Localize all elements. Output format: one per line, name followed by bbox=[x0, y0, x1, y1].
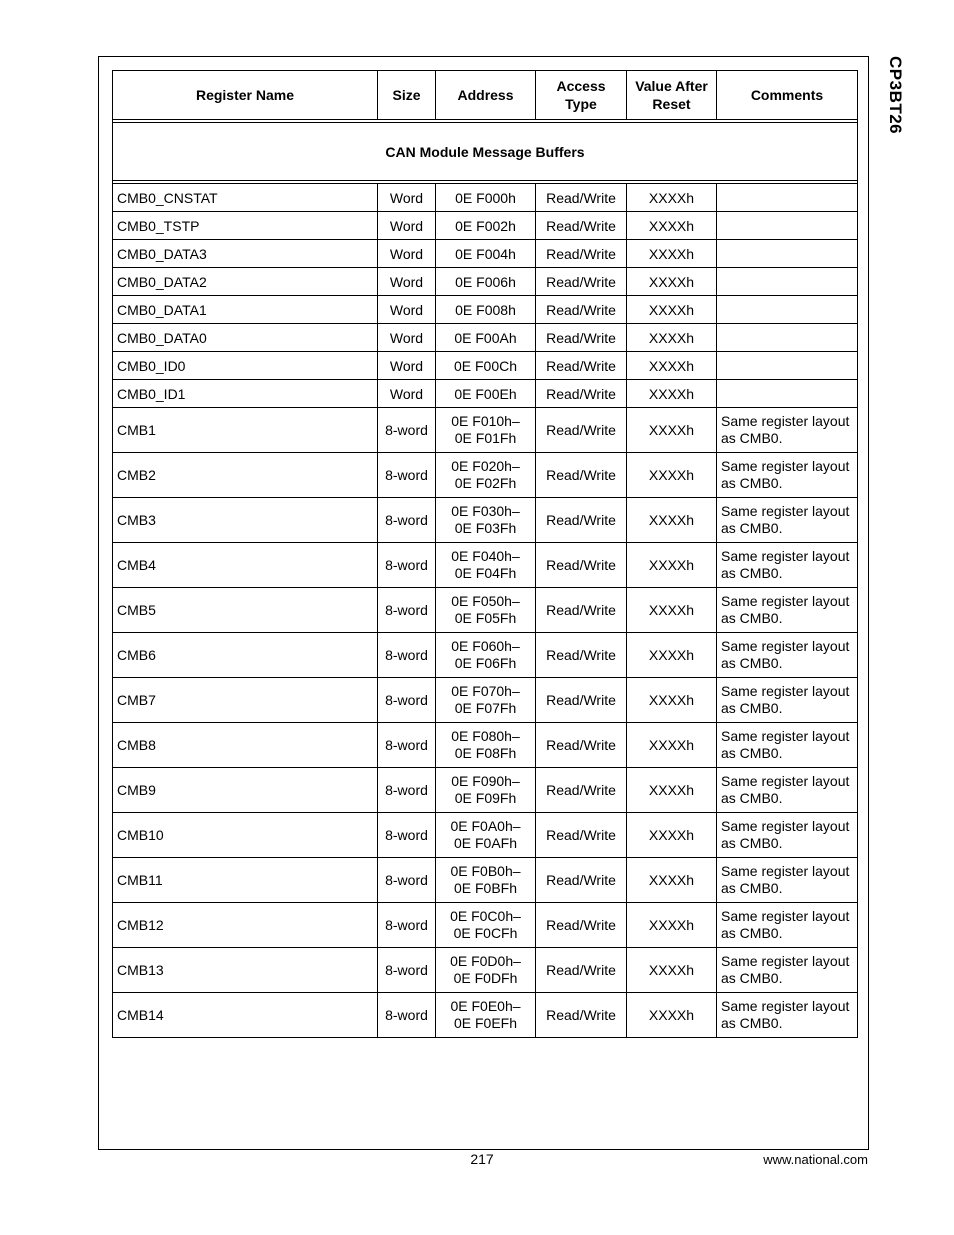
size-cell: 8-word bbox=[378, 678, 436, 723]
table-row bbox=[113, 324, 858, 352]
table-row bbox=[113, 858, 858, 903]
section-row bbox=[113, 123, 858, 181]
register-name-cell: CMB9 bbox=[113, 768, 378, 813]
page-number: 217 bbox=[470, 1151, 494, 1167]
size-cell: 8-word bbox=[378, 633, 436, 678]
reset-value-cell: XXXXh bbox=[627, 324, 717, 352]
access-type-cell: Read/Write bbox=[536, 268, 627, 296]
address-cell: 0E F030h– 0E F03Fh bbox=[436, 498, 536, 543]
register-name-cell: CMB3 bbox=[113, 498, 378, 543]
comment-cell: Same register layout as CMB0. bbox=[717, 408, 858, 453]
table-row bbox=[113, 240, 858, 268]
table-row bbox=[113, 543, 858, 588]
document-side-title: CP3BT26 bbox=[886, 56, 905, 135]
register-name-cell: CMB0_ID1 bbox=[113, 380, 378, 408]
access-type-cell: Read/Write bbox=[536, 993, 627, 1038]
access-type-cell: Read/Write bbox=[536, 408, 627, 453]
comment-cell bbox=[717, 352, 858, 380]
reset-value-cell: XXXXh bbox=[627, 184, 717, 212]
comment-cell: Same register layout as CMB0. bbox=[717, 903, 858, 948]
size-cell: Word bbox=[378, 324, 436, 352]
table-row bbox=[113, 588, 858, 633]
register-table bbox=[112, 70, 858, 1038]
table-row bbox=[113, 903, 858, 948]
address-cell: 0E F020h– 0E F02Fh bbox=[436, 453, 536, 498]
register-name-cell: CMB0_CNSTAT bbox=[113, 184, 378, 212]
access-type-cell: Read/Write bbox=[536, 352, 627, 380]
register-name-cell: CMB0_DATA0 bbox=[113, 324, 378, 352]
access-type-cell: Read/Write bbox=[536, 498, 627, 543]
address-cell: 0E F080h– 0E F08Fh bbox=[436, 723, 536, 768]
comment-cell bbox=[717, 296, 858, 324]
register-name-cell: CMB1 bbox=[113, 408, 378, 453]
reset-value-cell: XXXXh bbox=[627, 453, 717, 498]
register-name-cell: CMB13 bbox=[113, 948, 378, 993]
access-type-cell: Read/Write bbox=[536, 723, 627, 768]
reset-value-cell: XXXXh bbox=[627, 903, 717, 948]
reset-value-cell: XXXXh bbox=[627, 948, 717, 993]
header-address: Address bbox=[436, 71, 536, 120]
comment-cell: Same register layout as CMB0. bbox=[717, 678, 858, 723]
register-name-cell: CMB6 bbox=[113, 633, 378, 678]
table-row bbox=[113, 768, 858, 813]
address-cell: 0E F060h– 0E F06Fh bbox=[436, 633, 536, 678]
comment-cell: Same register layout as CMB0. bbox=[717, 588, 858, 633]
reset-value-cell: XXXXh bbox=[627, 296, 717, 324]
comment-cell: Same register layout as CMB0. bbox=[717, 948, 858, 993]
size-cell: 8-word bbox=[378, 453, 436, 498]
size-cell: 8-word bbox=[378, 993, 436, 1038]
access-type-cell: Read/Write bbox=[536, 296, 627, 324]
size-cell: 8-word bbox=[378, 948, 436, 993]
comment-cell: Same register layout as CMB0. bbox=[717, 813, 858, 858]
comment-cell: Same register layout as CMB0. bbox=[717, 723, 858, 768]
access-type-cell: Read/Write bbox=[536, 212, 627, 240]
comment-cell: Same register layout as CMB0. bbox=[717, 768, 858, 813]
table-row bbox=[113, 352, 858, 380]
header-access-type: Access Type bbox=[536, 71, 627, 120]
reset-value-cell: XXXXh bbox=[627, 408, 717, 453]
register-name-cell: CMB11 bbox=[113, 858, 378, 903]
reset-value-cell: XXXXh bbox=[627, 768, 717, 813]
table-row bbox=[113, 380, 858, 408]
size-cell: 8-word bbox=[378, 408, 436, 453]
reset-value-cell: XXXXh bbox=[627, 352, 717, 380]
table-row bbox=[113, 723, 858, 768]
address-cell: 0E F00Ah bbox=[436, 324, 536, 352]
size-cell: 8-word bbox=[378, 723, 436, 768]
address-cell: 0E F0B0h– 0E F0BFh bbox=[436, 858, 536, 903]
comment-cell: Same register layout as CMB0. bbox=[717, 633, 858, 678]
access-type-cell: Read/Write bbox=[536, 453, 627, 498]
address-cell: 0E F010h– 0E F01Fh bbox=[436, 408, 536, 453]
section-title: CAN Module Message Buffers bbox=[113, 123, 858, 181]
reset-value-cell: XXXXh bbox=[627, 212, 717, 240]
reset-value-cell: XXXXh bbox=[627, 633, 717, 678]
register-name-cell: CMB0_DATA2 bbox=[113, 268, 378, 296]
register-name-cell: CMB14 bbox=[113, 993, 378, 1038]
size-cell: Word bbox=[378, 352, 436, 380]
address-cell: 0E F008h bbox=[436, 296, 536, 324]
table-row bbox=[113, 453, 858, 498]
register-name-cell: CMB0_TSTP bbox=[113, 212, 378, 240]
address-cell: 0E F0A0h– 0E F0AFh bbox=[436, 813, 536, 858]
size-cell: 8-word bbox=[378, 543, 436, 588]
address-cell: 0E F090h– 0E F09Fh bbox=[436, 768, 536, 813]
access-type-cell: Read/Write bbox=[536, 813, 627, 858]
address-cell: 0E F0E0h– 0E F0EFh bbox=[436, 993, 536, 1038]
address-cell: 0E F050h– 0E F05Fh bbox=[436, 588, 536, 633]
size-cell: Word bbox=[378, 240, 436, 268]
size-cell: 8-word bbox=[378, 813, 436, 858]
access-type-cell: Read/Write bbox=[536, 678, 627, 723]
access-type-cell: Read/Write bbox=[536, 380, 627, 408]
comment-cell: Same register layout as CMB0. bbox=[717, 858, 858, 903]
website-url: www.national.com bbox=[763, 1152, 868, 1167]
comment-cell bbox=[717, 212, 858, 240]
table-row bbox=[113, 948, 858, 993]
comment-cell: Same register layout as CMB0. bbox=[717, 993, 858, 1038]
size-cell: Word bbox=[378, 296, 436, 324]
table-row bbox=[113, 408, 858, 453]
comment-cell bbox=[717, 240, 858, 268]
access-type-cell: Read/Write bbox=[536, 633, 627, 678]
address-cell: 0E F006h bbox=[436, 268, 536, 296]
header-size: Size bbox=[378, 71, 436, 120]
address-cell: 0E F0D0h– 0E F0DFh bbox=[436, 948, 536, 993]
address-cell: 0E F0C0h– 0E F0CFh bbox=[436, 903, 536, 948]
table-row bbox=[113, 813, 858, 858]
comment-cell bbox=[717, 268, 858, 296]
table-row bbox=[113, 633, 858, 678]
access-type-cell: Read/Write bbox=[536, 184, 627, 212]
header-comments: Comments bbox=[717, 71, 858, 120]
address-cell: 0E F002h bbox=[436, 212, 536, 240]
access-type-cell: Read/Write bbox=[536, 768, 627, 813]
register-name-cell: CMB0_DATA1 bbox=[113, 296, 378, 324]
table-row bbox=[113, 678, 858, 723]
access-type-cell: Read/Write bbox=[536, 324, 627, 352]
reset-value-cell: XXXXh bbox=[627, 380, 717, 408]
register-name-cell: CMB12 bbox=[113, 903, 378, 948]
comment-cell bbox=[717, 184, 858, 212]
table-header-row bbox=[113, 71, 858, 120]
table-row bbox=[113, 993, 858, 1038]
header-register-name: Register Name bbox=[113, 71, 378, 120]
reset-value-cell: XXXXh bbox=[627, 543, 717, 588]
table-row bbox=[113, 268, 858, 296]
size-cell: 8-word bbox=[378, 588, 436, 633]
access-type-cell: Read/Write bbox=[536, 543, 627, 588]
size-cell: Word bbox=[378, 184, 436, 212]
comment-cell bbox=[717, 380, 858, 408]
size-cell: 8-word bbox=[378, 498, 436, 543]
reset-value-cell: XXXXh bbox=[627, 858, 717, 903]
size-cell: Word bbox=[378, 212, 436, 240]
comment-cell bbox=[717, 324, 858, 352]
register-name-cell: CMB4 bbox=[113, 543, 378, 588]
size-cell: 8-word bbox=[378, 858, 436, 903]
size-cell: Word bbox=[378, 380, 436, 408]
header-value-after-reset: Value After Reset bbox=[627, 71, 717, 120]
register-name-cell: CMB8 bbox=[113, 723, 378, 768]
comment-cell: Same register layout as CMB0. bbox=[717, 543, 858, 588]
reset-value-cell: XXXXh bbox=[627, 588, 717, 633]
table-row bbox=[113, 498, 858, 543]
access-type-cell: Read/Write bbox=[536, 240, 627, 268]
size-cell: Word bbox=[378, 268, 436, 296]
comment-cell: Same register layout as CMB0. bbox=[717, 453, 858, 498]
table-row bbox=[113, 212, 858, 240]
size-cell: 8-word bbox=[378, 768, 436, 813]
reset-value-cell: XXXXh bbox=[627, 678, 717, 723]
table-row bbox=[113, 296, 858, 324]
access-type-cell: Read/Write bbox=[536, 903, 627, 948]
reset-value-cell: XXXXh bbox=[627, 268, 717, 296]
reset-value-cell: XXXXh bbox=[627, 240, 717, 268]
address-cell: 0E F040h– 0E F04Fh bbox=[436, 543, 536, 588]
reset-value-cell: XXXXh bbox=[627, 498, 717, 543]
reset-value-cell: XXXXh bbox=[627, 993, 717, 1038]
register-name-cell: CMB2 bbox=[113, 453, 378, 498]
reset-value-cell: XXXXh bbox=[627, 813, 717, 858]
reset-value-cell: XXXXh bbox=[627, 723, 717, 768]
address-cell: 0E F00Eh bbox=[436, 380, 536, 408]
size-cell: 8-word bbox=[378, 903, 436, 948]
register-name-cell: CMB5 bbox=[113, 588, 378, 633]
address-cell: 0E F000h bbox=[436, 184, 536, 212]
comment-cell: Same register layout as CMB0. bbox=[717, 498, 858, 543]
register-name-cell: CMB0_ID0 bbox=[113, 352, 378, 380]
access-type-cell: Read/Write bbox=[536, 948, 627, 993]
address-cell: 0E F00Ch bbox=[436, 352, 536, 380]
address-cell: 0E F004h bbox=[436, 240, 536, 268]
access-type-cell: Read/Write bbox=[536, 588, 627, 633]
register-name-cell: CMB7 bbox=[113, 678, 378, 723]
access-type-cell: Read/Write bbox=[536, 858, 627, 903]
register-name-cell: CMB0_DATA3 bbox=[113, 240, 378, 268]
address-cell: 0E F070h– 0E F07Fh bbox=[436, 678, 536, 723]
register-name-cell: CMB10 bbox=[113, 813, 378, 858]
table-row bbox=[113, 184, 858, 212]
